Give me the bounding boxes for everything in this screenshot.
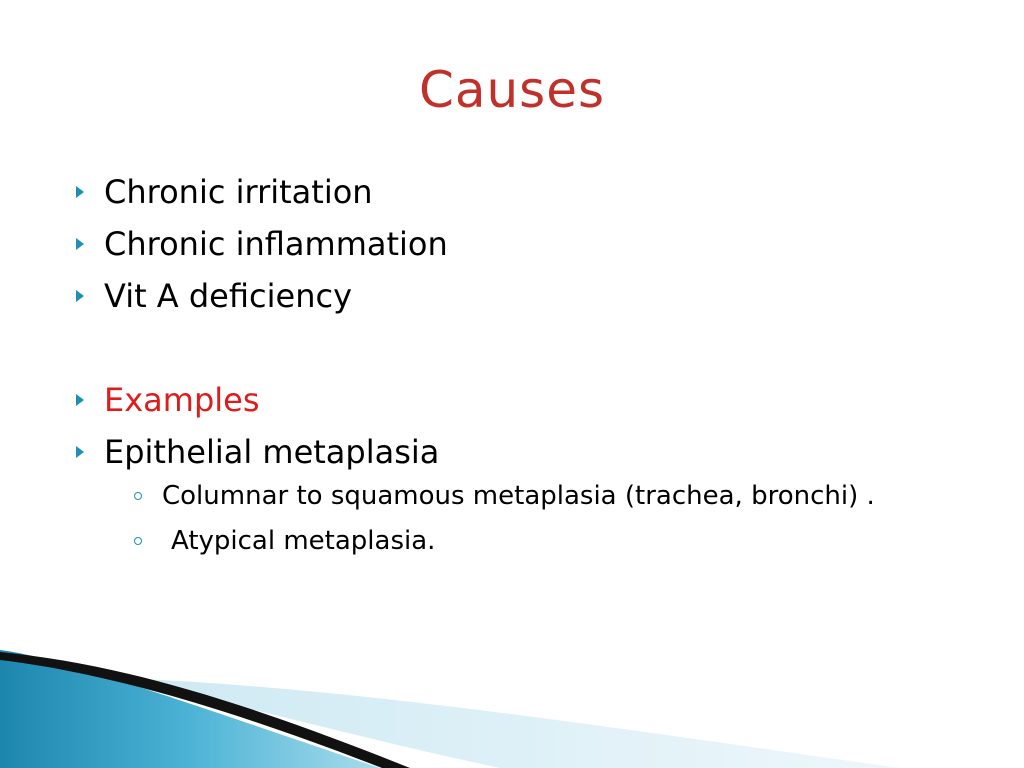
sub-bullet-text: Atypical metaplasia. xyxy=(171,526,436,556)
circle-bullet-icon xyxy=(134,537,142,545)
bullet-text: Chronic irritation xyxy=(104,173,373,211)
bullet-text: Vit A deficiency xyxy=(104,277,352,315)
bullet-item xyxy=(74,166,954,218)
arrow-bullet-icon xyxy=(76,394,84,406)
bullet-item xyxy=(74,218,954,270)
sub-bullet-list xyxy=(104,478,954,559)
bullet-text: Epithelial metaplasia xyxy=(104,433,440,471)
arrow-bullet-icon xyxy=(76,238,84,250)
arrow-bullet-icon xyxy=(76,186,84,198)
dark-wave-band xyxy=(0,652,410,768)
circle-bullet-icon xyxy=(134,492,142,500)
pale-wave-band xyxy=(120,678,900,768)
sub-bullet-item xyxy=(104,478,954,514)
bullet-text: Chronic inflammation xyxy=(104,225,448,263)
bullet-list xyxy=(74,166,954,559)
bullet-item-examples xyxy=(74,374,954,426)
slide-title: Causes xyxy=(418,61,606,119)
bullet-item xyxy=(74,270,954,322)
blue-wave-band xyxy=(0,650,380,768)
arrow-bullet-icon xyxy=(76,290,84,302)
sub-bullet-text: Columnar to squamous metaplasia (trachea, bronchi) . xyxy=(162,481,875,511)
bullet-text: Examples xyxy=(104,381,260,419)
arrow-bullet-icon xyxy=(76,446,84,458)
sub-bullet-item xyxy=(104,523,954,559)
bullet-item xyxy=(74,426,954,559)
